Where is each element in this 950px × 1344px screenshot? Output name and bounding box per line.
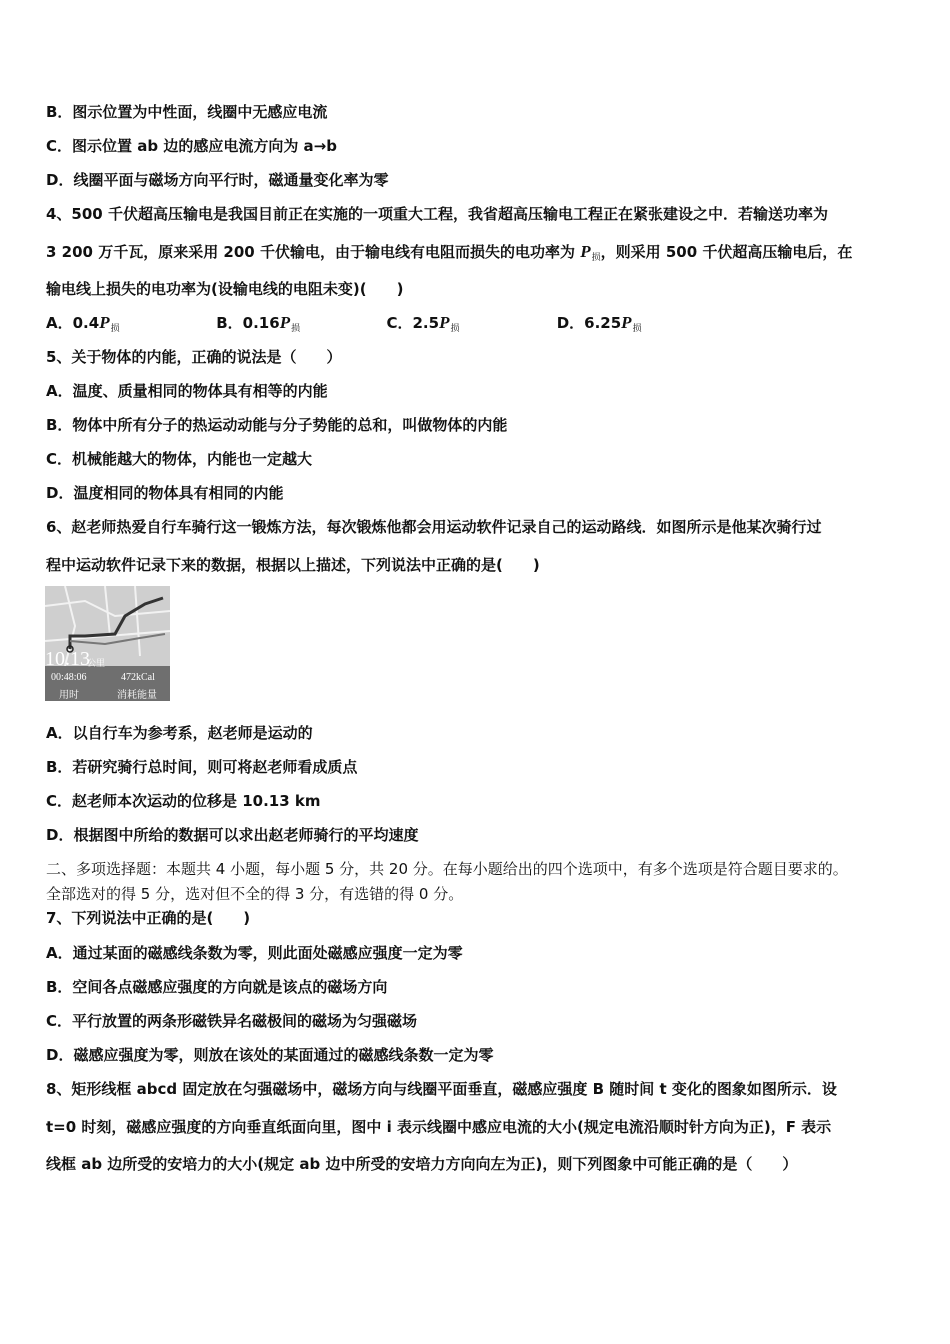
- q3-option-d: D．线圈平面与磁场方向平行时，磁通量变化率为零: [46, 171, 389, 189]
- section2-heading-line1: 二、多项选择题：本题共 4 小题，每小题 5 分，共 20 分。在每小题给出的四个选项中，有多个选项是符合题目要求的。: [46, 860, 848, 878]
- q5-option-b: B．物体中所有分子的热运动动能与分子势能的总和，叫做物体的内能: [46, 416, 508, 434]
- q4-option-b: B．$0.16P_损$: [216, 313, 301, 334]
- q7-option-a: A．通过某面的磁感线条数为零，则此面处磁感应强度一定为零: [46, 944, 463, 962]
- symbol-p: P: [580, 242, 591, 261]
- q7-option-c: C．平行放置的两条形磁铁异名磁极间的磁场为匀强磁场: [46, 1012, 418, 1030]
- q4-option-d: D．$6.25P_损$: [556, 313, 642, 334]
- q6-option-b: B．若研究骑行总时间，则可将赵老师看成质点: [46, 758, 358, 776]
- q7-option-b: B．空间各点磁感应强度的方向就是该点的磁场方向: [46, 978, 388, 996]
- section2-heading-line2: 全部选对的得 5 分，选对但不全的得 3 分，有选错的得 0 分。: [46, 885, 464, 903]
- q6-stem-line1: 6、赵老师热爱自行车骑行这一锻炼方法，每次锻炼他都会用运动软件记录自己的运动路线．如图所示是他某次骑行过: [46, 518, 822, 536]
- q4-option-c: C．$2.5P_损$: [386, 313, 460, 334]
- text: ，则采用 500 千伏超高压输电后，在: [600, 243, 853, 261]
- q4-stem-line2: [46, 242, 852, 268]
- text: 3 200 万千瓦，原来采用 200 千伏输电，由于输电线有电阻而损失的电功率为: [46, 243, 581, 261]
- time-value: 00:48:06: [51, 672, 87, 683]
- time-label: 用时: [59, 690, 79, 701]
- q5-stem: 5、关于物体的内能，正确的说法是（ ）: [46, 348, 342, 366]
- q8-stem-line2: t=0 时刻，磁感应强度的方向垂直纸面向里，图中 i 表示线圈中感应电流的大小(规定电流沿顺时针方向为正)，F 表示: [46, 1118, 832, 1136]
- q5-option-c: C．机械能越大的物体，内能也一定越大: [46, 450, 313, 468]
- energy-label: 消耗能量: [117, 690, 157, 701]
- q5-option-d: D．温度相同的物体具有相同的内能: [46, 484, 284, 502]
- q5-option-a: A．温度、质量相同的物体具有相等的内能: [46, 382, 328, 400]
- q4-option-a: A．$0.4P_损$: [46, 313, 120, 334]
- q6-option-d: D．根据图中所给的数据可以求出赵老师骑行的平均速度: [46, 826, 419, 844]
- distance-unit: 公里: [87, 658, 106, 668]
- q3-option-b: B．图示位置为中性面，线圈中无感应电流: [46, 103, 328, 121]
- q3-option-c: C．图示位置 ab 边的感应电流方向为 a→b: [46, 137, 337, 155]
- q4-options: [46, 313, 722, 339]
- q4-stem-line1: 4、500 千伏超高压输电是我国目前正在实施的一项重大工程，我省超高压输电工程正在紧张建设之中．若输送功率为: [46, 205, 828, 223]
- q7-option-d: D．磁感应强度为零，则放在该处的某面通过的磁感线条数一定为零: [46, 1046, 494, 1064]
- q6-option-a: A．以自行车为参考系，赵老师是运动的: [46, 724, 313, 742]
- cycling-app-screenshot: [45, 586, 170, 701]
- q7-stem: 7、下列说法中正确的是( ): [46, 909, 251, 927]
- energy-value: 472kCal: [121, 672, 155, 683]
- distance-value: 10.13: [45, 648, 90, 670]
- q4-stem-line3: 输电线上损失的电功率为(设输电线的电阻未变)( ): [46, 280, 404, 298]
- q6-option-c: C．赵老师本次运动的位移是 10.13 km: [46, 792, 321, 810]
- subscript: 损: [591, 253, 601, 263]
- q8-stem-line1: 8、矩形线框 abcd 固定放在匀强磁场中，磁场方向与线圈平面垂直，磁感应强度 B 随时间 t 变化的图象如图所示．设: [46, 1080, 837, 1098]
- q8-stem-line3: 线框 ab 边所受的安培力的大小(规定 ab 边中所受的安培力方向向左为正)，则下列图象中可能正确的是（ ）: [46, 1155, 798, 1173]
- route-map: [45, 586, 170, 701]
- q6-stem-line2: 程中运动软件记录下来的数据，根据以上描述，下列说法中正确的是( ): [46, 556, 540, 574]
